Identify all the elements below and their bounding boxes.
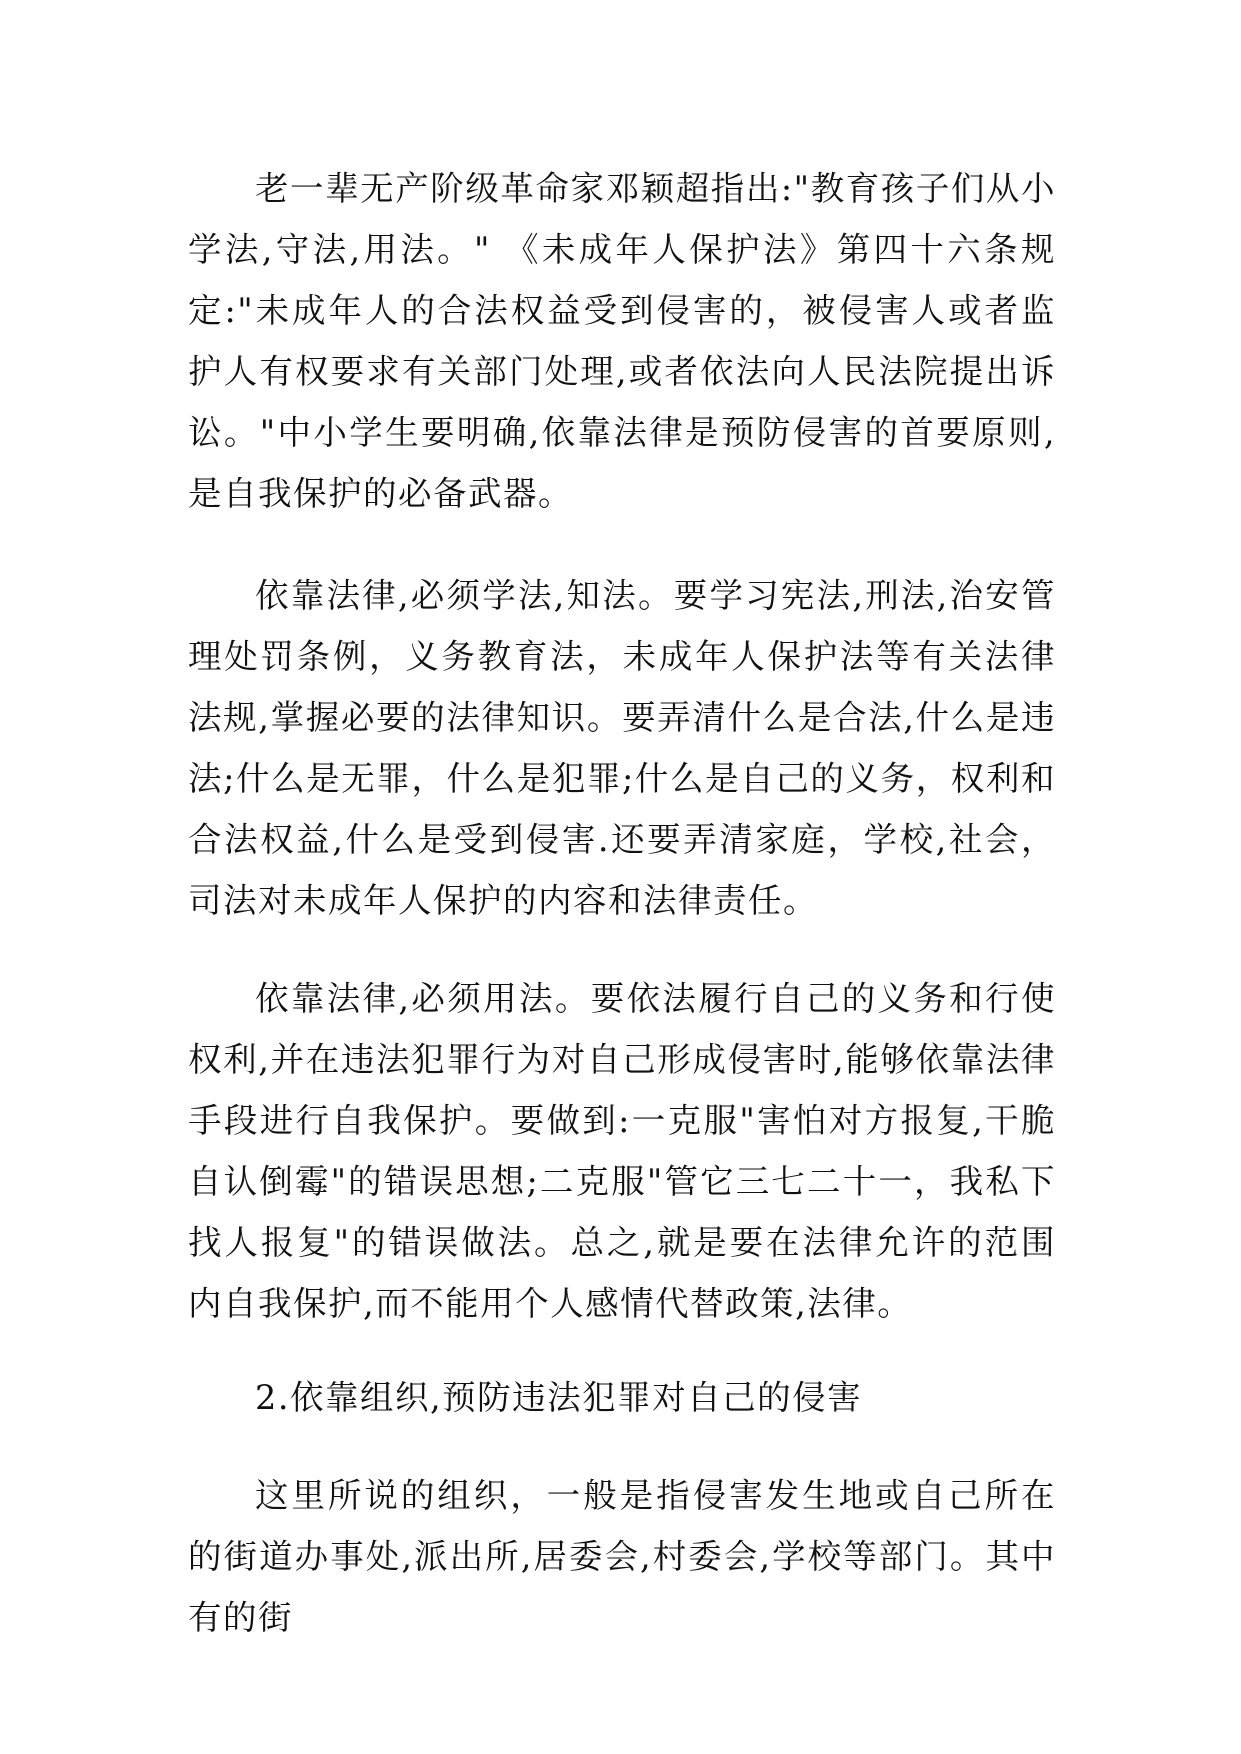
paragraph-deng-yingchao-quote: 老一辈无产阶级革命家邓颖超指出:"教育孩子们从小学法,守法,用法。" 《未成年人保护法》第四十六条规定:"未成年人的合法权益受到侵害的，被侵害人或者监护人有权要求有关部门处理,或者依法向人民法院提出诉讼。"中小学生要明确,依靠法律是预防侵害的首要原则,是自我保护的必备武器。 <box>188 169 1056 513</box>
paragraph-use-law: 依靠法律,必须用法。要依法履行自己的义务和行使权利,并在违法犯罪行为对自己形成侵害时,能够依靠法律手段进行自我保护。要做到:一克服"害怕对方报复,干脆自认倒霉"的错误思想;二克服"管它三七二十一，我私下找人报复"的错误做法。总之,就是要在法律允许的范围内自我保护,而不能用个人感情代替政策,法律。 <box>188 979 1056 1323</box>
paragraph-organization-definition: 这里所说的组织，一般是指侵害发生地或自己所在的街道办事处,派出所,居委会,村委会,学校等部门。其中有的街 <box>188 1476 1056 1637</box>
section-heading-rely-on-organization: 2.依靠组织,预防违法犯罪对自己的侵害 <box>255 1378 863 1417</box>
paragraph-learn-law: 依靠法律,必须学法,知法。要学习宪法,刑法,治安管理处罚条例，义务教育法，未成年人保护法等有关法律法规,掌握必要的法律知识。要弄清什么是合法,什么是违法;什么是无罪，什么是犯罪;什么是自己的义务，权利和合法权益,什么是受到侵害.还要弄清家庭，学校,社会，司法对未成年人保护的内容和法律责任。 <box>188 576 1056 920</box>
